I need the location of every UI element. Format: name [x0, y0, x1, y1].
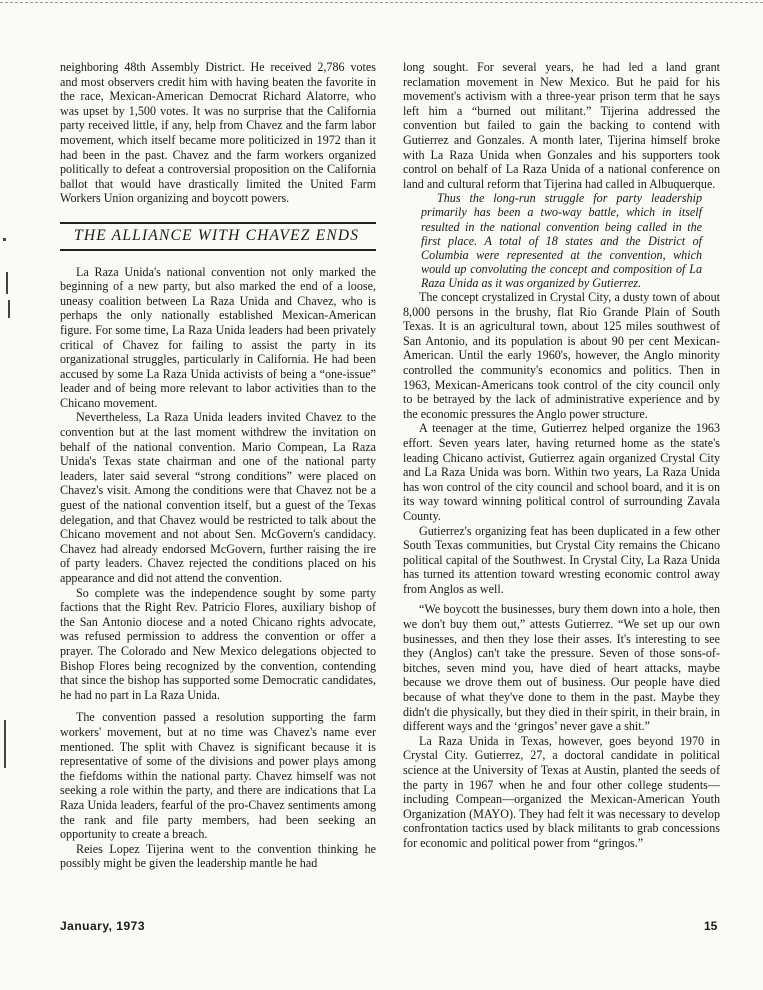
paragraph-intro: neighboring 48th Assembly District. He received 2,786 votes and most observers credit him with having beaten the favorite in the race, Mexican-American Democrat Richard Alatorre, who was upset by 1,500 votes. It was no surprise that the California party received little, if any, help from Chavez and the farm labor movement, which itself became more politicized in 1972 than it had been in the past. Chavez and the farm workers organized politically to defeat a controversial proposition on the California ballot that would have drastically limited the United Farm Workers Union organizing and boycott powers.: [60, 60, 376, 206]
paragraph: A teenager at the time, Gutierrez helped organize the 1963 effort. Seven years later, having returned home as the state's leading Chicano activist, Gutierrez again organized Crystal City and La Raza Unida was born. Within two years, La Raza Unida has won control of the city council and school board, and it is on its way toward winning political control of surrounding Zavala County.: [403, 421, 720, 523]
page-number: 15: [704, 919, 718, 933]
margin-mark: [8, 300, 10, 318]
footer-date: January, 1973: [60, 919, 145, 933]
section-heading: [60, 222, 376, 251]
pull-quote: Thus the long-run struggle for party leadership primarily has been a two-way battle, which in itself resulted in the national convention being called in the first place. A total of 18 states and the District of Columbia were represented at the convention, which would up convoluting the concept and composition of La Raza Unida as it was organized by Gutierrez.: [421, 191, 702, 290]
right-column: [403, 60, 720, 851]
paragraph: La Raza Unida's national convention not only marked the beginning of a new party, but also marked the end of a loose, uneasy coalition between La Raza Unida and Chavez, who is perhaps the only nationally established Mexican-American figure. For some time, La Raza Unida leaders had been privately critical of Chavez for failing to assist the party in its organizational struggles, particularly in California. He had been accused by some La Raza Unida activists of being a “one-issue” leader and of being more relevant to labor activities than to the Chicano movement.: [60, 264, 376, 410]
paragraph: La Raza Unida in Texas, however, goes beyond 1970 in Crystal City. Gutierrez, 27, a doctoral candidate in political science at the University of Texas at Austin, planted the seeds of the party in 1967 when he and four other college students—including Compean—organized the Mexican-American Youth Organization (MAYO). They had felt it was necessary to develop confrontation tactics used by black militants to grab concessions for economic and political power from “gringos.”: [403, 733, 720, 850]
margin-mark: [6, 272, 8, 294]
margin-mark: [4, 720, 6, 768]
paragraph: The convention passed a resolution supporting the farm workers' movement, but at no time was Chavez's name ever mentioned. The split with Chavez is significant because it is representative of some of the divisions and power plays among the fiefdoms within the national party. Chavez himself was not seeking a role within the party, and there are indications that La Raza Unida leaders, fearful of the pro-Chavez sentiments among the rank and file party members, had been seeking an opportunity to create a breach.: [60, 710, 376, 842]
paragraph: long sought. For several years, he had led a land grant reclamation movement in New Mexico. But he paid for his movement's activism with a three-year prison term that he says left him a “burned out militant.” Tijerina addressed the convention but failed to gain the backing to contend with Gutierrez and Gonzales. A month later, Tijerina himself broke with La Raza Unida when Gonzales and his supporters took control on behalf of La Raza Unida of a national conference on land and cultural reform that Tijerina had called in Albuquerque.: [403, 60, 720, 191]
left-column: [60, 60, 376, 871]
paragraph: Gutierrez's organizing feat has been duplicated in a few other South Texas communities, but Crystal City remains the Chicano political capital of the Southwest. In Crystal City, La Raza Unida has turned its attention toward wresting economic control away from Anglos as well.: [403, 523, 720, 596]
paragraph: Reies Lopez Tijerina went to the convention thinking he possibly might be given the leadership mantle he had: [60, 841, 376, 871]
paragraph: “We boycott the businesses, bury them down into a hole, then we don't buy them out,” attests Gutierrez. “We set up our own businesses, and then they lose their asses. It's interesting to see they (Anglos) can't take the pressure. Seven of those sons-of-bitches, seven mind you, have died of heart attacks, maybe because we drove them out of business. Our people have died because of what they've done to them in the past. Maybe they didn't die physically, but they died in their spirit, in their brain, in different ways and the ‘gringos’ never gave a shit.”: [403, 602, 720, 734]
section-heading-text: THE ALLIANCE WITH CHAVEZ ENDS: [74, 226, 360, 244]
paragraph: The concept crystalized in Crystal City, a dusty town of about 8,000 persons in the brushy, flat Rio Grande Plain of South Texas. It is an agricultural town, about 125 miles southwest of San Antonio, and its population is about 90 per cent Mexican-American. Until the early 1960's, however, the Anglo minority controlled the community's economics and politics. Then in 1963, Mexican-Americans took control of the city council only to be betrayed by the lack of administrative experience and by the economic pressures the Anglo power structure.: [403, 290, 720, 421]
paragraph: Nevertheless, La Raza Unida leaders invited Chavez to the convention but at the last moment withdrew the invitation on behalf of the national convention. Mario Compean, La Raza Unida's Texas state chairman and one of the national party leaders, later said several “strong conditions” were placed on Chavez's visit. Among the conditions were that Chavez not be a guest of the national convention itself, but a guest of the Texas delegation, and that Chavez would be restricted to talk about the Chicano movement and not about Sen. McGovern's candidacy. Chavez had already endorsed McGovern, further raising the ire of party leaders. Chavez rejected the conditions placed on his appearance and did not attend the convention.: [60, 410, 376, 585]
margin-mark: [3, 238, 6, 241]
paragraph: So complete was the independence sought by some party factions that the Right Rev. Patricio Flores, auxiliary bishop of the San Antonio diocese and a noted Chicano rights advocate, was refused permission to address the convention or offer a prayer. The Colorado and New Mexico delegations objected to Bishop Flores being recognized by the convention, contending that since the bishop has supported some Democratic candidates, he had no part in La Raza Unida.: [60, 585, 376, 702]
top-edge-rule: [0, 2, 763, 3]
